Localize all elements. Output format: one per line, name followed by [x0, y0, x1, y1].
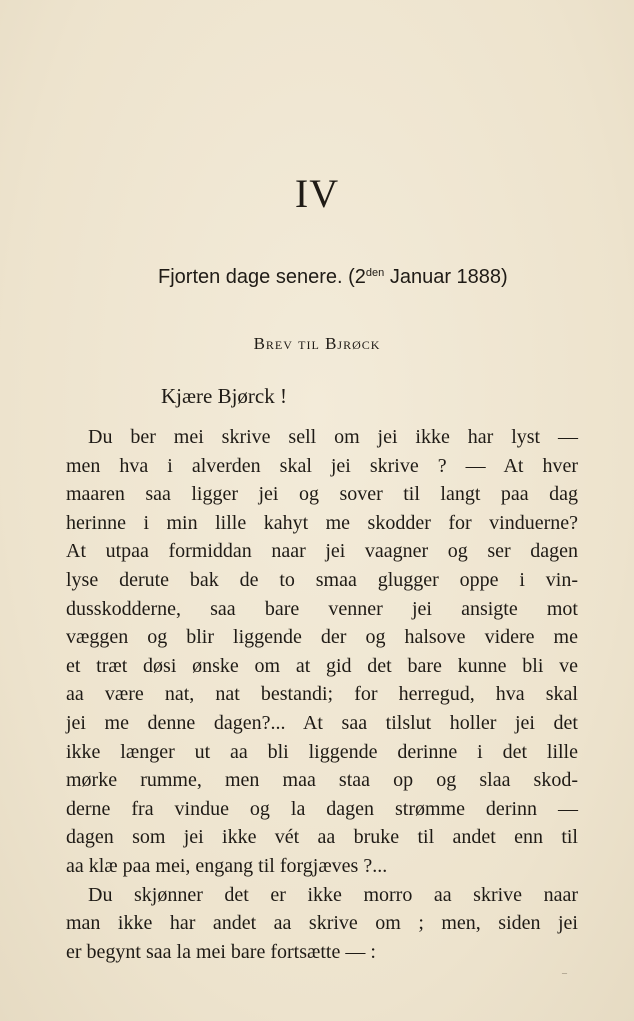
text-line: væggen og blir liggende der og halsove videre me [66, 626, 578, 649]
corner-mark: – [562, 968, 567, 979]
text-line: At utpaa formiddan naar jei vaagner og ser dagen [66, 540, 578, 563]
letter-body [66, 423, 578, 966]
text-line: er begynt saa la mei bare fortsætte — : [66, 940, 376, 963]
dateline-superscript: den [365, 267, 385, 279]
text-line: Du ber mei skrive sell om jei ikke har lyst — [88, 426, 578, 448]
text-line: Du skjønner det er ikke morro aa skrive naar [88, 883, 578, 906]
text-line: mørke rumme, men maa staa op og slaa skod- [66, 769, 578, 792]
text-line: jei me denne dagen?... At saa tilslut holler jei det [66, 711, 578, 734]
text-line: herinne i min lille kahyt me skodder for vinduerne? [66, 511, 578, 534]
text-line: derne fra vindue og la dagen strømme derinn — [66, 797, 578, 820]
text-line: ikke længer ut aa bli liggende derinne i det lille [66, 740, 578, 763]
text-line: et træt døsi ønske om at gid det bare kunne bli ve [66, 654, 578, 677]
text-line: men hva i alverden skal jei skrive ? — At hver [66, 454, 578, 477]
letter-heading: Brev til Bjrøck [253, 334, 381, 353]
text-line: dagen som jei ikke vét aa bruke til andet enn til [66, 826, 578, 849]
salutation: Kjære Bjørck ! [161, 384, 287, 408]
text-line: dusskodderne, saa bare venner jei ansigte mot [66, 597, 578, 620]
text-line: aa klæ paa mei, engang til forgjæves ?... [66, 854, 388, 877]
text-line: man ikke har andet aa skrive om ; men, siden jei [66, 912, 578, 935]
chapter-number: IV [294, 171, 340, 216]
text-line: lyse derute bak de to smaa glugger oppe i vin- [66, 568, 578, 591]
text-line: maaren saa ligger jei og sover til langt paa dag [66, 483, 578, 506]
dateline-text: Fjorten dage senere. (2 [158, 266, 366, 288]
dateline [158, 266, 508, 289]
text-line: aa være nat, nat bestandi; for herregud, hva skal [66, 683, 578, 706]
dateline-text-after: Januar 1888) [384, 266, 508, 288]
